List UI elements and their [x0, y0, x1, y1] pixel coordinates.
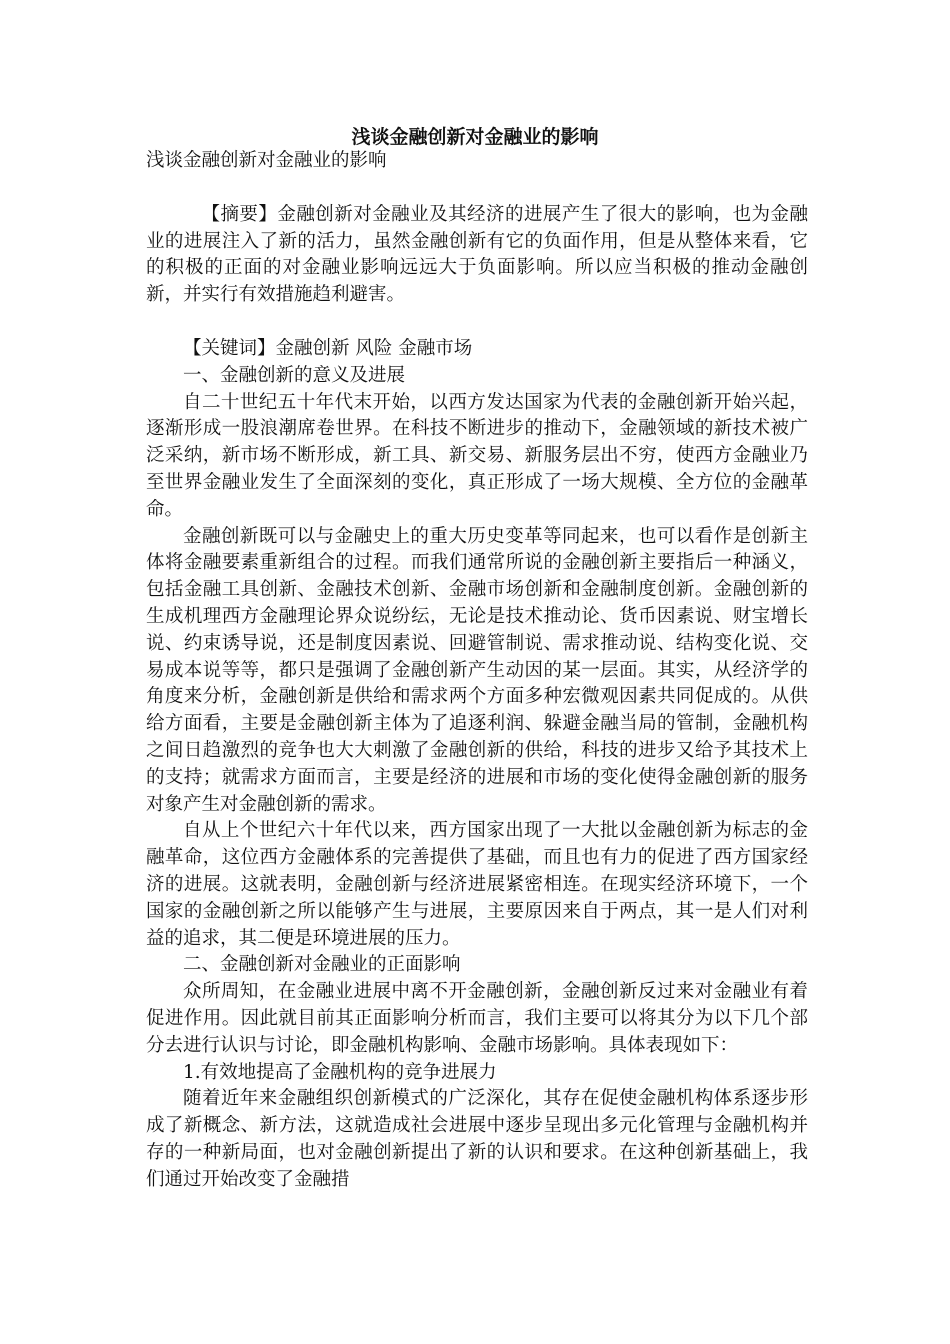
document-title: 浅谈金融创新对金融业的影响: [351, 126, 599, 148]
abstract-paragraph: 【摘要】金融创新对金融业及其经济的进展产生了很大的影响，也为金融业的进展注入了新的活力，虽然金融创新有它的负面作用，但是从整体来看，它的积极的正面的对金融业影响远远大于负面影响。所以应当积极的推动金融创新，并实行有效措施趋利避害。: [146, 203, 808, 306]
keywords-line: 【关键词】金融创新 风险 金融市场: [183, 337, 473, 359]
body-paragraph: 随着近年来金融组织创新模式的广泛深化，其存在促使金融机构体系逐步形成了新概念、新方法，这就造成社会进展中逐步呈现出多元化管理与金融机构并存的一种新局面，也对金融创新提出了新的认识和要求。在这种创新基础上，我们通过开始改变了金融措: [146, 1088, 808, 1190]
document-subtitle: 浅谈金融创新对金融业的影响: [146, 150, 387, 171]
spacer: [146, 309, 808, 336]
subsection-heading-1: 1.有效地提高了金融机构的竞争进展力: [183, 1061, 497, 1083]
body-paragraph: 众所周知，在金融业进展中离不开金融创新，金融创新反过来对金融业有着促进作用。因此就目前其正面影响分析而言，我们主要可以将其分为以下几个部分去进行认识与讨论，即金融机构影响、金融市场影响。具体表现如下：: [146, 981, 808, 1056]
document-body: [146, 148, 808, 1193]
spacer: [146, 175, 808, 202]
body-paragraph: 金融创新既可以与金融史上的重大历史变革等同起来，也可以看作是创新主体将金融要素重新组合的过程。而我们通常所说的金融创新主要指后一种涵义，包括金融工具创新、金融技术创新、金融市场创新和金融制度创新。金融创新的生成机理西方金融理论界众说纷纭，无论是技术推动论、货币因素说、财宝增长说、约束诱导说，还是制度因素说、回避管制说、需求推动说、结构变化说、交易成本说等等，都只是强调了金融创新产生动因的某一层面。其实，从经济学的角度来分析，金融创新是供给和需求两个方面多种宏微观因素共同促成的。从供给方面看，主要是金融创新主体为了追逐利润、躲避金融当局的管制，金融机构之间日趋激烈的竞争也大大刺激了金融创新的供给，科技的进步又给予其技术上的支持；就需求方面而言，主要是经济的进展和市场的变化使得金融创新的服务对象产生对金融创新的需求。: [146, 525, 808, 815]
section-heading-2: 二、金融创新对金融业的正面影响: [183, 954, 461, 976]
body-paragraph: 自从上个世纪六十年代以来，西方国家出现了一大批以金融创新为标志的金融革命，这位西方金融体系的完善提供了基础，而且也有力的促进了西方国家经济的进展。这就表明，金融创新与经济进展紧密相连。在现实经济环境下，一个国家的金融创新之所以能够产生与进展，主要原因来自于两点，其一是人们对利益的追求，其二便是环境进展的压力。: [146, 820, 808, 949]
section-heading-1: 一、金融创新的意义及进展: [183, 364, 406, 386]
body-paragraph: 自二十世纪五十年代末开始，以西方发达国家为代表的金融创新开始兴起，逐渐形成一股浪潮席卷世界。在科技不断进步的推动下，金融领域的新技术被广泛采纳，新市场不断形成，新工具、新交易、新服务层出不穷，使西方金融业乃至世界金融业发生了全面深刻的变化，真正形成了一场大规模、全方位的金融革命。: [146, 391, 808, 520]
